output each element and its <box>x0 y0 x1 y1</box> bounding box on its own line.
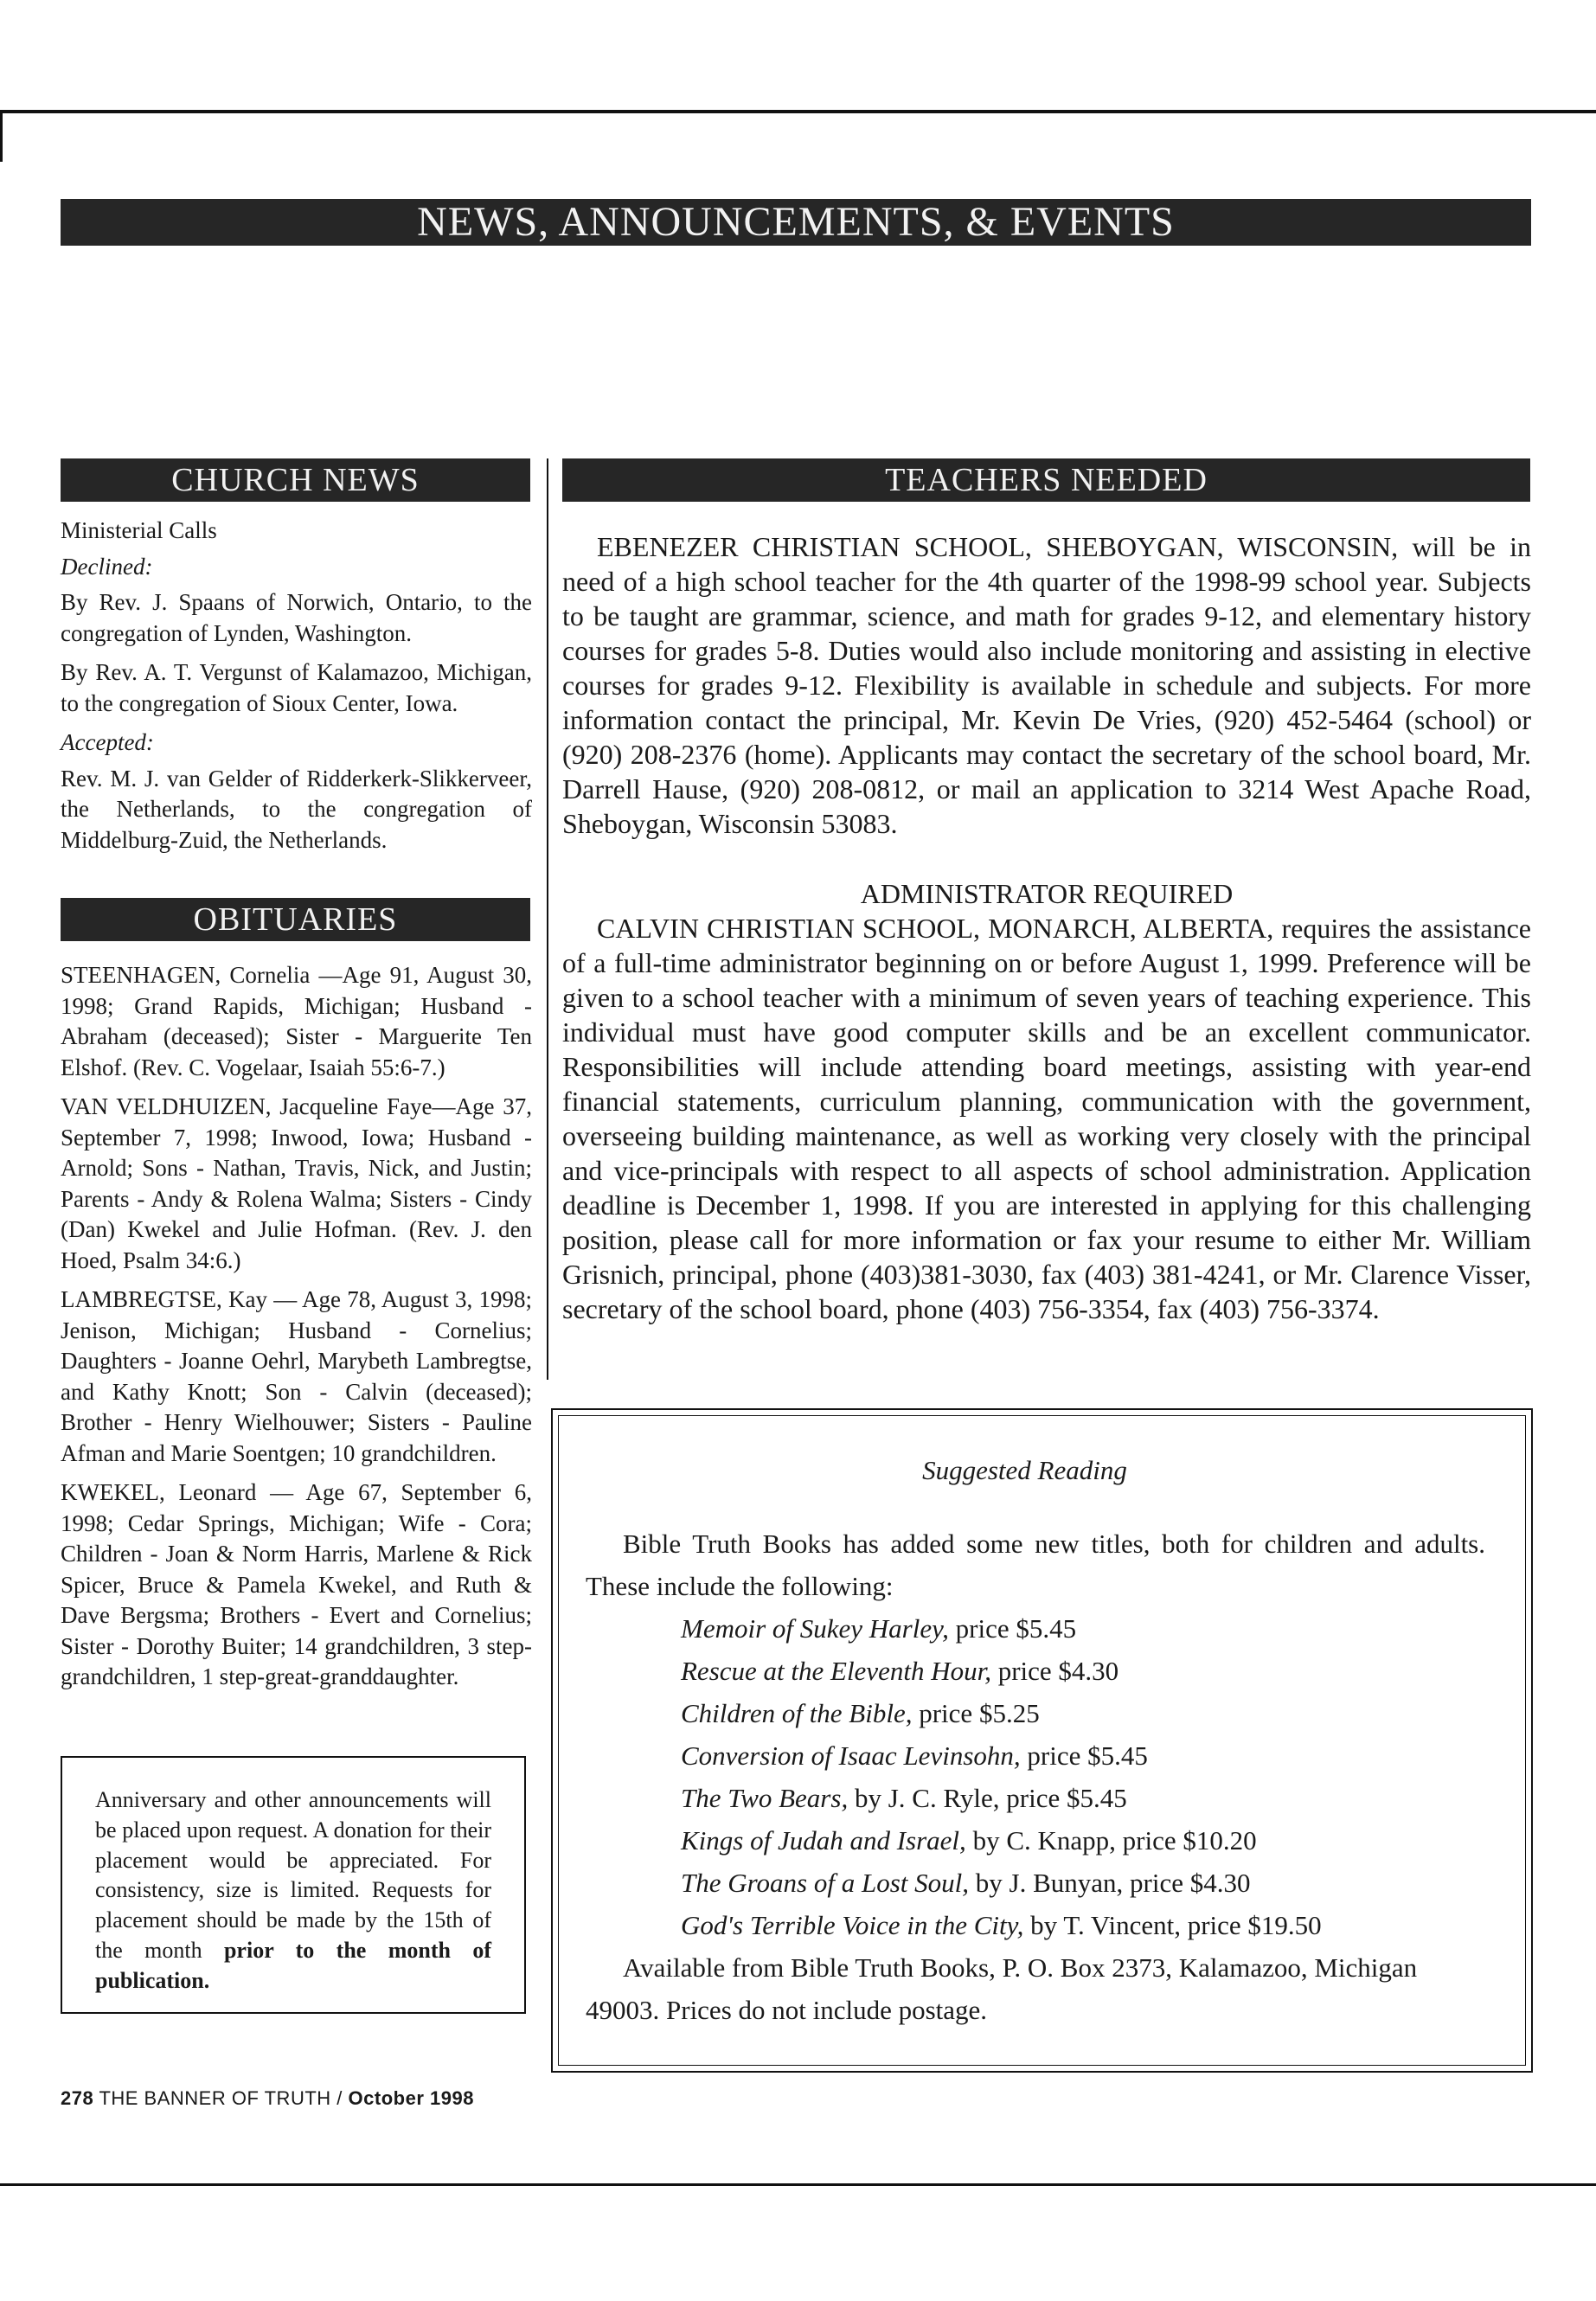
book-item <box>681 1904 1485 1946</box>
church-news-body <box>61 516 532 864</box>
book-details: price $5.25 <box>912 1698 1040 1728</box>
teachers-needed-heading: TEACHERS NEEDED <box>562 458 1530 502</box>
suggested-reading-content <box>586 1522 1485 2031</box>
page-banner: NEWS, ANNOUNCEMENTS, & EVENTS <box>61 199 1531 246</box>
book-item <box>681 1650 1485 1692</box>
obituary-entry: STEENHAGEN, Cornelia —Age 91, August 30, 1998; Grand Rapids, Michigan; Husband - Abraham (deceased); Sister - Marguerite Ten Elshof. (Rev. C. Vogelaar, Isaiah 55:6-7.) <box>61 962 532 1080</box>
book-item <box>681 1734 1485 1777</box>
declined-item: By Rev. J. Spaans of Norwich, Ontario, to the congregation of Lynden, Washington. <box>61 589 532 646</box>
declined-item: By Rev. A. T. Vergunst of Kalamazoo, Michigan, to the congregation of Sioux Center, Iowa. <box>61 659 532 716</box>
book-item <box>681 1607 1485 1650</box>
book-item <box>681 1777 1485 1819</box>
page-footer <box>61 2087 474 2110</box>
book-title: Kings of Judah and Israel, <box>681 1825 966 1856</box>
administrator-ad <box>562 876 1531 1326</box>
accepted-label: Accepted: <box>61 729 154 755</box>
page-number: 278 <box>61 2087 94 2109</box>
column-divider <box>547 458 548 1380</box>
obituaries-heading: OBITUARIES <box>61 898 530 941</box>
book-details: by J. C. Ryle, price $5.45 <box>848 1783 1127 1813</box>
obituaries-body <box>61 960 532 1702</box>
book-title: Rescue at the Eleventh Hour, <box>681 1656 991 1686</box>
book-title: Memoir of Sukey Harley, <box>681 1613 949 1644</box>
book-details: by T. Vincent, price $19.50 <box>1023 1910 1322 1940</box>
book-list <box>586 1607 1485 1946</box>
book-title: God's Terrible Voice in the City, <box>681 1910 1024 1940</box>
book-item <box>681 1692 1485 1734</box>
book-title: Children of the Bible, <box>681 1698 913 1728</box>
book-title: Conversion of Isaac Levinsohn, <box>681 1740 1021 1771</box>
reading-intro: Bible Truth Books has added some new titles, both for children and adults. These include the following: <box>586 1529 1485 1601</box>
footer-separator: / <box>337 2087 343 2109</box>
administrator-required-title: ADMINISTRATOR REQUIRED <box>860 878 1234 909</box>
book-details: price $5.45 <box>1020 1740 1148 1771</box>
issue-date: October 1998 <box>348 2087 474 2109</box>
obituary-entry: VAN VELDHUIZEN, Jacqueline Faye—Age 37, September 7, 1998; Inwood, Iowa; Husband - Arnold; Sons - Nathan, Travis, Nick, and Justin; Parents - Andy & Rolena Walma; Sisters - Cindy (Dan) Kwekel and Julie Hofman. (Rev. J. den Hoed, Psalm 34:6.) <box>61 1093 532 1273</box>
book-title: The Groans of a Lost Soul, <box>681 1868 970 1898</box>
top-rule <box>0 110 1596 113</box>
book-item <box>681 1819 1485 1862</box>
publication-name: THE BANNER OF TRUTH <box>99 2087 331 2109</box>
notice-bold-text: prior to the month of publication. <box>95 1937 491 1993</box>
notice-text: Anniversary and other announcements will be placed upon request. A donation for their placement would be appreciated. For consistency, size is limited. Requests for placement should be made by the 15th of the month <box>95 1787 491 1963</box>
suggested-reading-title: Suggested Reading <box>922 1455 1127 1485</box>
announcement-notice-box <box>61 1756 526 2014</box>
bottom-rule <box>0 2183 1596 2186</box>
calvin-ad-text: CALVIN CHRISTIAN SCHOOL, MONARCH, ALBERTA, requires the assistance of a full-time administrator beginning on or before August 1, 1999. Preference will be given to a school teacher with a minimum of seven years of teaching experience. This individual must have good computer skills and be an excellent communicator. Responsibilities will include attending board meetings, assisting with year-end financial statements, curriculum planning, communication with the government, overseeing building maintenance, as well as working very closely with the principal and vice-principals with respect to all aspects of school administration. Application deadline is December 1, 1998. If you are interested in applying for this challenging position, please call for more information or fax your resume to either Mr. William Grisnich, principal, phone (403)381-3030, fax (403) 381-4241, or Mr. Clarence Visser, secretary of the school board, phone (403) 756-3354, fax (403) 756-3374. <box>562 913 1531 1324</box>
book-title: The Two Bears, <box>681 1783 849 1813</box>
book-details: by J. Bunyan, price $4.30 <box>969 1868 1251 1898</box>
ebenezer-ad-text: EBENEZER CHRISTIAN SCHOOL, SHEBOYGAN, WISCONSIN, will be in need of a high school teacher for the 4th quarter of the 1998-99 school year. Subjects to be taught are grammar, science, and math for grades 9-12, and elementary history courses for grades 5-8. Duties would also include monitoring and assisting in elective courses for grades 9-12. Flexibility is available in schedule and subjects. For more information contact the principal, Mr. Kevin De Vries, (920) 452-5464 (school) or (920) 208-2376 (home). Applicants may contact the secretary of the school board, Mr. Darrell Hause, (920) 208-0812, or mail an application to 3214 West Apache Road, Sheboygan, Wisconsin 53083. <box>562 531 1531 839</box>
church-news-heading: CHURCH NEWS <box>61 458 530 502</box>
declined-label: Declined: <box>61 553 153 580</box>
book-details: price $4.30 <box>990 1656 1119 1686</box>
reading-closing: Available from Bible Truth Books, P. O. Box 2373, Kalamazoo, Michigan 49003. Prices do not include postage. <box>586 1952 1418 2025</box>
left-edge-mark <box>0 110 3 162</box>
obituary-entry: LAMBREGTSE, Kay — Age 78, August 3, 1998; Jenison, Michigan; Husband - Cornelius; Daughters - Joanne Oehrl, Marybeth Lambregtse, and Kathy Knott; Son - Calvin (deceased); Brother - Henry Wielhouwer; Sisters - Pauline Afman and Marie Soentgen; 10 grandchildren. <box>61 1286 532 1466</box>
book-details: by C. Knapp, price $10.20 <box>965 1825 1257 1856</box>
book-item <box>681 1862 1485 1904</box>
ebenezer-ad <box>562 529 1531 841</box>
accepted-item: Rev. M. J. van Gelder of Ridderkerk-Slikkerveer, the Netherlands, to the congregation of Middelburg-Zuid, the Netherlands. <box>61 765 532 853</box>
ministerial-calls-subheading: Ministerial Calls <box>61 517 217 543</box>
obituary-entry: KWEKEL, Leonard — Age 67, September 6, 1998; Cedar Springs, Michigan; Wife - Cora; Children - Joan & Norm Harris, Marlene & Rick Spicer, Bruce & Pamela Kwekel, and Ruth & Dave Bergsma; Brothers - Evert and Cornelius; Sister - Dorothy Buiter; 14 grandchildren, 3 step-grandchildren, 1 step-great-granddaughter. <box>61 1479 532 1689</box>
book-details: price $5.45 <box>948 1613 1077 1644</box>
